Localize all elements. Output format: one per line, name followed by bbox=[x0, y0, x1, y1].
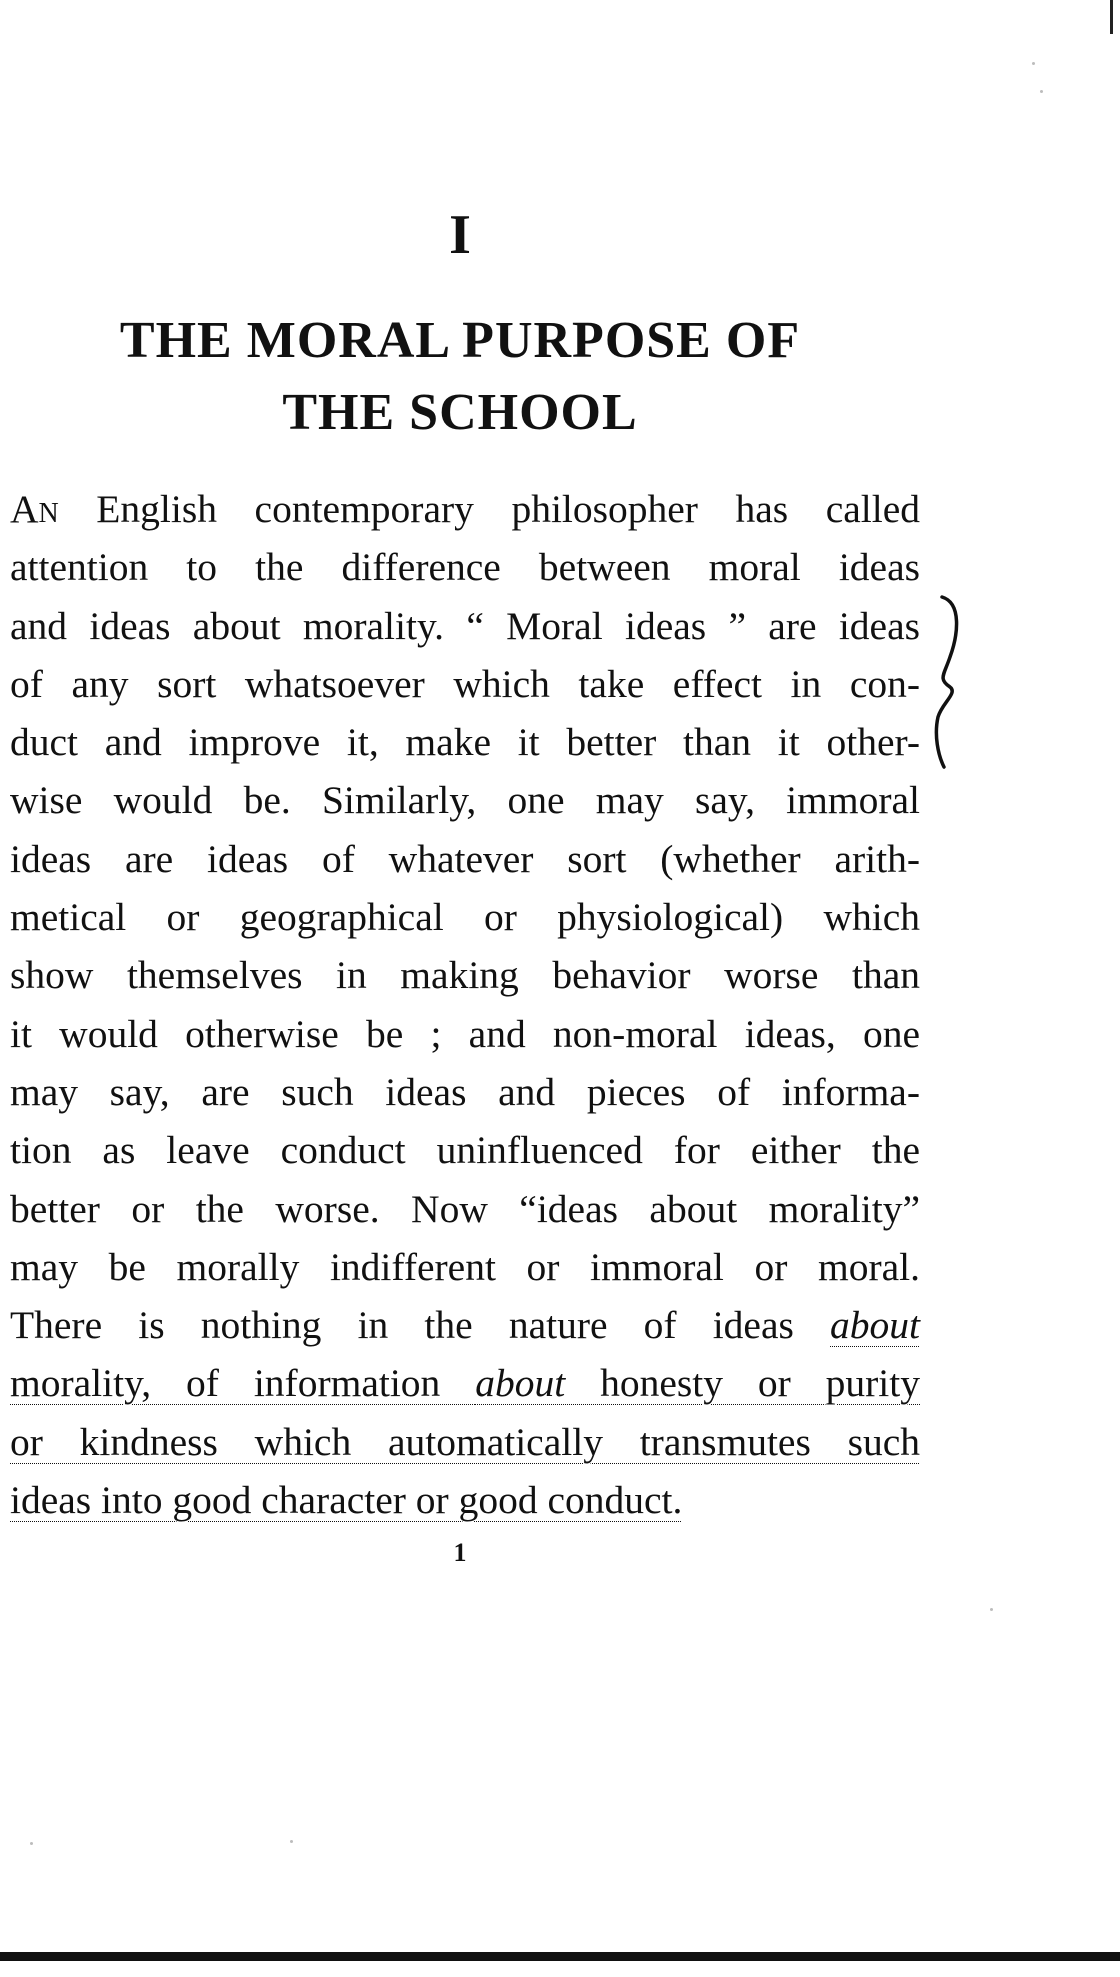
text-line: show themselves in making behavior worse than bbox=[10, 953, 920, 998]
text-line-content: English contemporary philosopher has called bbox=[96, 487, 920, 531]
scan-speck bbox=[1032, 62, 1035, 65]
chapter-title-line-1: THE MORAL PURPOSE OF bbox=[119, 312, 801, 369]
text-line-underlined: or kindness which automatically transmutes such bbox=[10, 1419, 920, 1464]
italic-word: about bbox=[830, 1303, 920, 1348]
text-line: ideas are ideas of whatever sort (whether arith- bbox=[10, 836, 920, 881]
bottom-rule bbox=[0, 1952, 1120, 1961]
text-line: metical or geographical or physiological) which bbox=[10, 895, 920, 940]
chapter-title-line-2: THE SCHOOL bbox=[282, 384, 638, 441]
page-number: 1 bbox=[453, 1538, 467, 1567]
scan-speck bbox=[990, 1608, 993, 1611]
text-line: tion as leave conduct uninfluenced for either the bbox=[10, 1128, 920, 1173]
text-line: may be morally indifferent or immoral or moral. bbox=[10, 1244, 920, 1289]
text-line-underlined: ideas into good character or good conduct. bbox=[10, 1478, 683, 1523]
text-line: of any sort whatsoever which take effect in con- bbox=[10, 661, 920, 706]
text-line bbox=[10, 480, 920, 538]
text-line: better or the worse. Now “ideas about morality” bbox=[10, 1186, 920, 1231]
text-line-content: There is nothing in the nature of ideas bbox=[10, 1303, 831, 1348]
text-line-content: honesty or purity bbox=[565, 1361, 920, 1406]
edge-mark bbox=[1110, 0, 1113, 34]
chapter-title bbox=[40, 305, 880, 449]
text-line: and ideas about morality. “ Moral ideas ” are ideas bbox=[10, 603, 920, 648]
scan-speck bbox=[1040, 90, 1043, 93]
text-line: wise would be. Similarly, one may say, immoral bbox=[10, 778, 920, 823]
italic-word: about bbox=[475, 1361, 566, 1406]
scan-speck bbox=[30, 1842, 33, 1845]
body-paragraph bbox=[10, 480, 920, 1529]
scan-speck bbox=[290, 1840, 293, 1843]
text-line: may say, are such ideas and pieces of informa- bbox=[10, 1069, 920, 1114]
opening-word: An bbox=[10, 487, 59, 531]
chapter-number: I bbox=[449, 204, 471, 266]
margin-bracket-mark bbox=[928, 595, 968, 770]
text-line-content: morality, of information bbox=[10, 1361, 476, 1406]
text-line: it would otherwise be ; and non-moral ideas, one bbox=[10, 1011, 920, 1056]
text-line bbox=[10, 1296, 920, 1354]
text-line: attention to the difference between moral ideas bbox=[10, 545, 920, 590]
text-line-underlined bbox=[10, 1354, 920, 1412]
text-line: duct and improve it, make it better than it other- bbox=[10, 720, 920, 765]
